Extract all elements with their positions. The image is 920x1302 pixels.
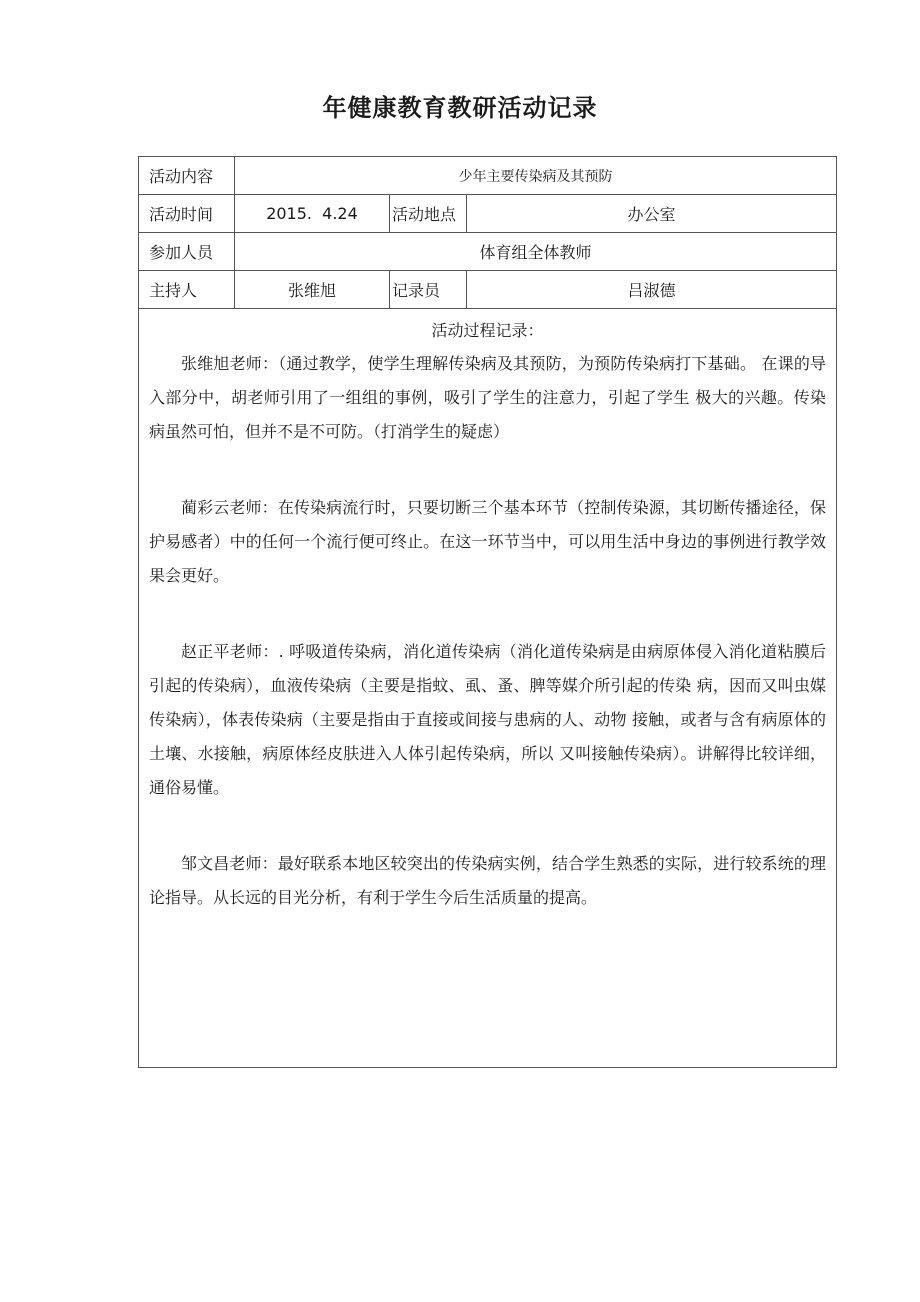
recorder-label: 记录员 xyxy=(390,271,467,309)
record-paragraph: 蔺彩云老师：在传染病流行时，只要切断三个基本环节（控制传染源，其切断传播途径，保护易感者）中的任何一个流行便可终止。在这一环节当中，可以用生活中身边的事例进行教学效果会更好。 xyxy=(149,498,827,585)
participants-value: 体育组全体教师 xyxy=(235,233,837,271)
activity-place-label: 活动地点 xyxy=(390,195,467,233)
activity-place-value: 办公室 xyxy=(467,195,837,233)
activity-time-value: 2015. 4.24 xyxy=(235,195,390,233)
activity-content-label: 活动内容 xyxy=(139,157,235,195)
participants-label: 参加人员 xyxy=(139,233,235,271)
record-paragraph: 邹文昌老师：最好联系本地区较突出的传染病实例，结合学生熟悉的实际，进行较系统的理论指导。从长远的目光分析，有利于学生今后生活质量的提高。 xyxy=(149,854,827,907)
activity-record-table xyxy=(138,156,837,1068)
record-paragraph: 张维旭老师：（通过教学，使学生理解传染病及其预防，为预防传染病打下基础。 在课的导入部分中，胡老师引用了一组组的事例，吸引了学生的注意力，引起了学生 极大的兴趣。传染病虽然可怕，但并不是不可防。（打消学生的疑虑） xyxy=(149,354,827,441)
host-row xyxy=(139,271,837,309)
record-row xyxy=(139,309,837,1068)
activity-content-value: 少年主要传染病及其预防 xyxy=(235,157,837,195)
activity-record-cell xyxy=(139,309,837,1068)
activity-content-row xyxy=(139,157,837,195)
host-value: 张维旭 xyxy=(235,271,390,309)
recorder-value: 吕淑德 xyxy=(467,271,837,309)
record-paragraph: 赵正平老师：. 呼吸道传染病，消化道传染病（消化道传染病是由病原体侵入消化道粘膜后引起的传染病），血液传染病（主要是指蚊、虱、蚤、脾等媒介所引起的传染 病，因而又叫虫媒传染病），体表传染病（主要是指由于直接或间接与患病的人、动物 接触，或者与含有病原体的土壤、水接触，病原体经皮肤进入人体引起传染病，所以 又叫接触传染病）。讲解得比较详细，通俗易懂。 xyxy=(149,642,827,797)
activity-time-label: 活动时间 xyxy=(139,195,235,233)
activity-time-row xyxy=(139,195,837,233)
record-heading: 活动过程记录： xyxy=(431,321,544,340)
participants-row xyxy=(139,233,837,271)
document-title: 年健康教育教研活动记录 xyxy=(322,94,598,122)
host-label: 主持人 xyxy=(139,271,235,309)
